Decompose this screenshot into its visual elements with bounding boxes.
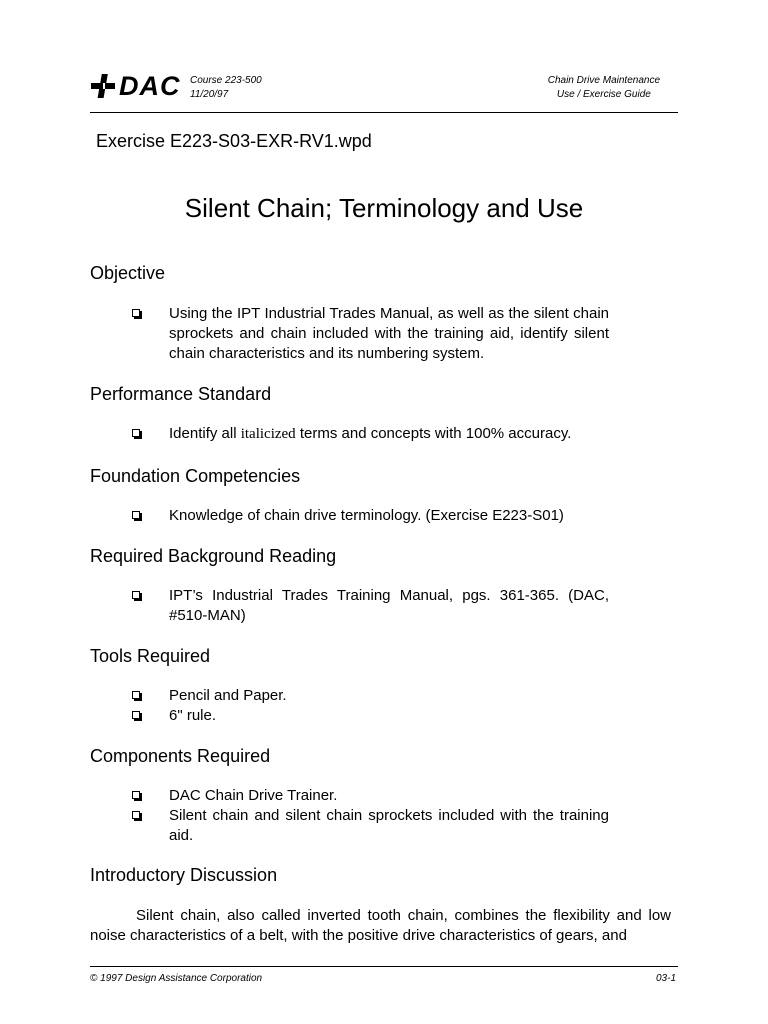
list-item: 6" rule. xyxy=(132,706,609,726)
checkbox-bullet-icon xyxy=(132,429,140,437)
page-number: 03-1 xyxy=(655,973,676,984)
page-title: Silent Chain; Terminology and Use xyxy=(184,193,584,223)
page-footer xyxy=(90,966,678,984)
dac-logo xyxy=(90,72,181,100)
list-item: DAC Chain Drive Trainer. xyxy=(132,786,609,806)
checkbox-bullet-icon xyxy=(132,591,140,599)
copyright: © 1997 Design Assistance Corporation xyxy=(90,973,263,984)
intro-heading: Introductory Discussion xyxy=(90,865,278,885)
intro-paragraph: Silent chain, also called inverted tooth chain, combines the flexibility and low noise characteristics of a belt, with the positive drive characteristics of gears, and xyxy=(90,907,671,944)
checkbox-bullet-icon xyxy=(132,711,140,719)
page-header xyxy=(90,70,678,113)
italicized-term: italicized xyxy=(240,426,296,442)
guide-title: Chain Drive Maintenance xyxy=(547,75,660,86)
list-item: Knowledge of chain drive terminology. (Exercise E223-S01) xyxy=(132,506,609,526)
list-item: IPT’s Industrial Trades Training Manual, pgs. 361-365. (DAC, #510-MAN) xyxy=(132,586,609,626)
guide-subtitle: Use / Exercise Guide xyxy=(556,89,651,100)
performance-list xyxy=(132,424,609,444)
list-item: Using the IPT Industrial Trades Manual, as well as the silent chain sprockets and chain included with the training aid, identify silent chain characteristics and its numbering system. xyxy=(132,304,609,364)
list-item: Pencil and Paper. xyxy=(132,686,609,706)
checkbox-bullet-icon xyxy=(132,309,140,317)
checkbox-bullet-icon xyxy=(132,811,140,819)
exercise-title: Exercise E223-S03-EXR-RV1.wpd xyxy=(96,131,372,151)
foundation-list xyxy=(132,506,609,526)
reading-heading: Required Background Reading xyxy=(90,546,337,566)
logo-text: DAC xyxy=(119,71,181,101)
tools-heading: Tools Required xyxy=(90,646,211,666)
course-date: 11/20/97 xyxy=(190,89,229,100)
tools-list xyxy=(132,686,609,726)
objective-list xyxy=(132,304,609,364)
checkbox-bullet-icon xyxy=(132,511,140,519)
dac-cross-icon xyxy=(90,73,116,99)
course-info xyxy=(190,74,262,102)
list-item: Silent chain and silent chain sprockets included with the training aid. xyxy=(132,806,609,846)
performance-heading: Performance Standard xyxy=(90,384,272,404)
objective-heading: Objective xyxy=(90,263,166,283)
list-item: Identify all italicized terms and concepts with 100% accuracy. xyxy=(132,424,609,444)
foundation-heading: Foundation Competencies xyxy=(90,466,301,486)
components-list xyxy=(132,786,609,846)
course-number: Course 223-500 xyxy=(190,75,262,86)
components-heading: Components Required xyxy=(90,746,271,766)
checkbox-bullet-icon xyxy=(132,691,140,699)
guide-info xyxy=(548,74,660,102)
reading-list xyxy=(132,586,609,626)
checkbox-bullet-icon xyxy=(132,791,140,799)
